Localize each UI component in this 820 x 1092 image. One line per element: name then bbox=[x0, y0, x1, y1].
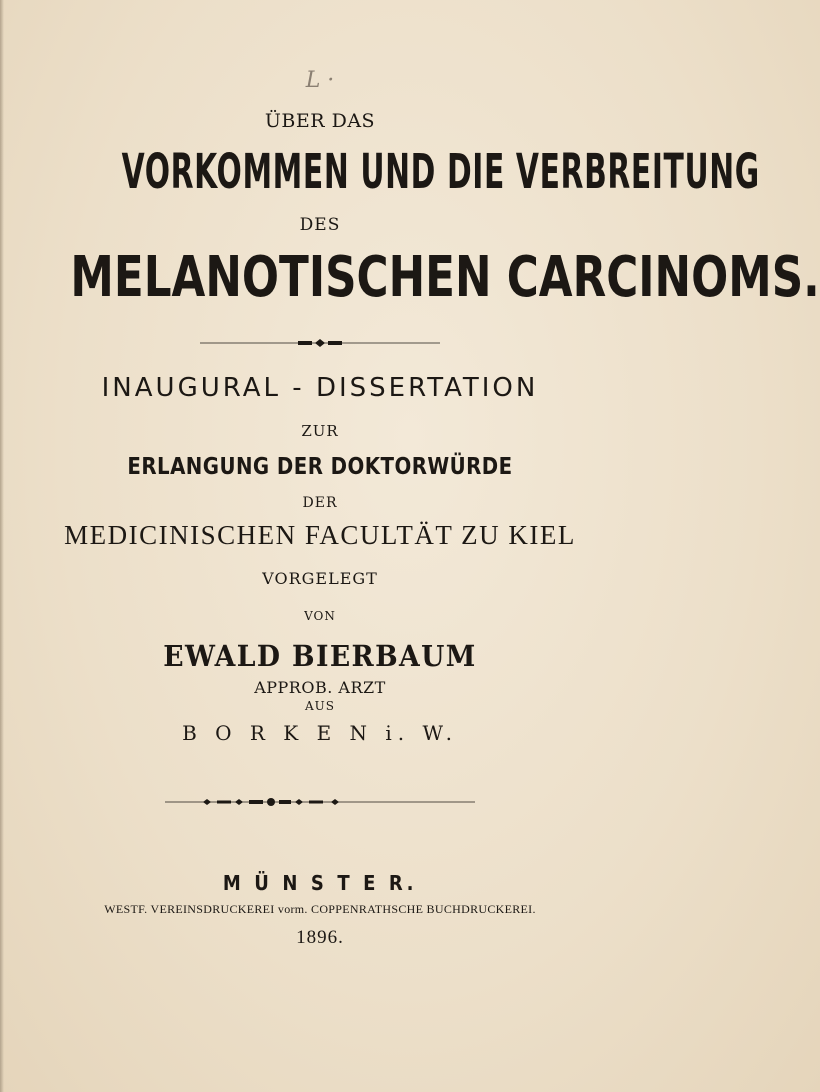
line-erlangung-doktorwuerde: ERLANGUNG DER DOKTORWÜRDE bbox=[127, 454, 513, 480]
title-line-melanotischen: MELANOTISCHEN CARCINOMS. bbox=[70, 245, 820, 310]
faculty-line: MEDICINISCHEN FACULTÄT ZU KIEL bbox=[64, 520, 576, 550]
author-origin: B O R K E N i. W. bbox=[182, 721, 458, 745]
title-line-vorkommen: VORKOMMEN UND DIE VERBREITUNG bbox=[121, 144, 760, 200]
publication-year: 1896. bbox=[296, 927, 344, 948]
line-aus: AUS bbox=[305, 699, 335, 713]
author-name: EWALD BIERBAUM bbox=[163, 639, 477, 673]
dissertation-heading: INAUGURAL - DISSERTATION bbox=[101, 373, 539, 403]
handwritten-mark: L · bbox=[305, 68, 335, 93]
line-zur: ZUR bbox=[301, 422, 339, 440]
printer-line: WESTF. VEREINSDRUCKEREI vorm. COPPENRATHSCHE BUCHDRUCKEREI. bbox=[104, 902, 536, 916]
publication-city: M Ü N S T E R. bbox=[222, 871, 418, 895]
title-line-des: DES bbox=[299, 215, 341, 235]
line-vorgelegt: VORGELEGT bbox=[262, 569, 378, 588]
line-der: DER bbox=[302, 495, 338, 511]
ornamental-rule-top bbox=[200, 338, 440, 348]
ornamental-rule-bottom bbox=[165, 795, 475, 809]
heading-uber-das: ÜBER DAS bbox=[264, 110, 376, 132]
line-von: VON bbox=[304, 609, 336, 623]
author-title: APPROB. ARZT bbox=[254, 678, 386, 697]
